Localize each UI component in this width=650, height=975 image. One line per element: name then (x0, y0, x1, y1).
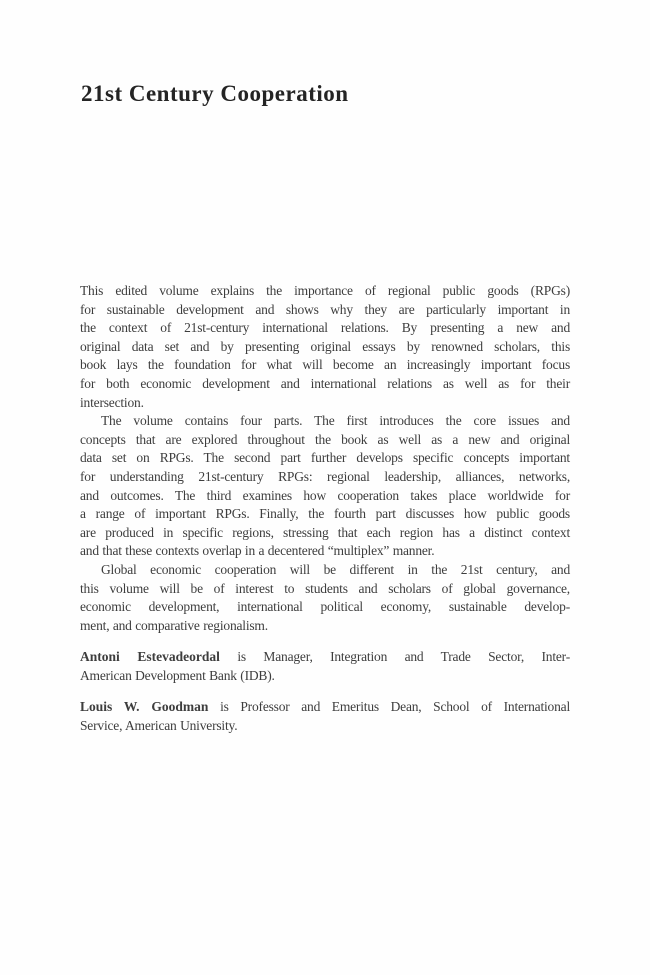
text-line (80, 648, 570, 667)
author-name: Antoni Estevadeordal (80, 649, 220, 665)
page-title: 21st Century Cooperation (81, 81, 349, 106)
text-line: this volume will be of interest to students and scholars of global governance, (80, 580, 570, 596)
text-line: the context of 21st-century international relations. By presenting a new and (80, 320, 570, 336)
text-line: economic development, international political economy, sustainable develop- (80, 599, 570, 615)
text-line: American Development Bank (IDB). (80, 667, 275, 683)
text-line: are produced in specific regions, stressing that each region has a distinct context (80, 524, 570, 540)
text-line: The volume contains four parts. The first introduces the core issues and (101, 413, 570, 429)
author-name: Louis W. Goodman (80, 699, 209, 715)
paragraph-audience (80, 561, 570, 635)
text-line: This edited volume explains the importance of regional public goods (RPGs) (80, 283, 570, 298)
text-block (80, 282, 570, 736)
text-line: for both economic development and international relations as well as for their (80, 375, 570, 391)
author-bio-2 (80, 698, 570, 735)
author-bio-text: is Professor and Emeritus Dean, School of International (208, 699, 570, 715)
text-line: and that these contexts overlap in a decentered “multiplex” manner. (80, 543, 435, 559)
text-line: for sustainable development and shows why they are particularly important in (80, 301, 570, 317)
text-line: concepts that are explored throughout the book as well as a new and original (80, 431, 570, 447)
text-line: and outcomes. The third examines how cooperation takes place worldwide for (80, 487, 570, 503)
text-line: data set on RPGs. The second part further develops specific concepts important (80, 450, 570, 466)
paragraph-intro (80, 282, 570, 412)
author-bio-text: is Manager, Integration and Trade Sector, Inter- (219, 649, 571, 665)
text-line: book lays the foundation for what will become an increasingly important focus (80, 357, 570, 373)
text-line: for understanding 21st-century RPGs: regional leadership, alliances, networks, (80, 468, 570, 484)
text-line: intersection. (80, 394, 144, 410)
text-line (80, 698, 570, 717)
text-line: original data set and by presenting original essays by renowned scholars, this (80, 338, 570, 354)
text-line: a range of important RPGs. Finally, the fourth part discusses how public goods (80, 506, 570, 522)
paragraph-volume-parts (80, 412, 570, 561)
text-line: Global economic cooperation will be different in the 21st century, and (101, 561, 570, 577)
author-bio-1 (80, 648, 570, 685)
text-line: Service, American University. (80, 718, 238, 734)
text-line: ment, and comparative regionalism. (80, 617, 268, 633)
